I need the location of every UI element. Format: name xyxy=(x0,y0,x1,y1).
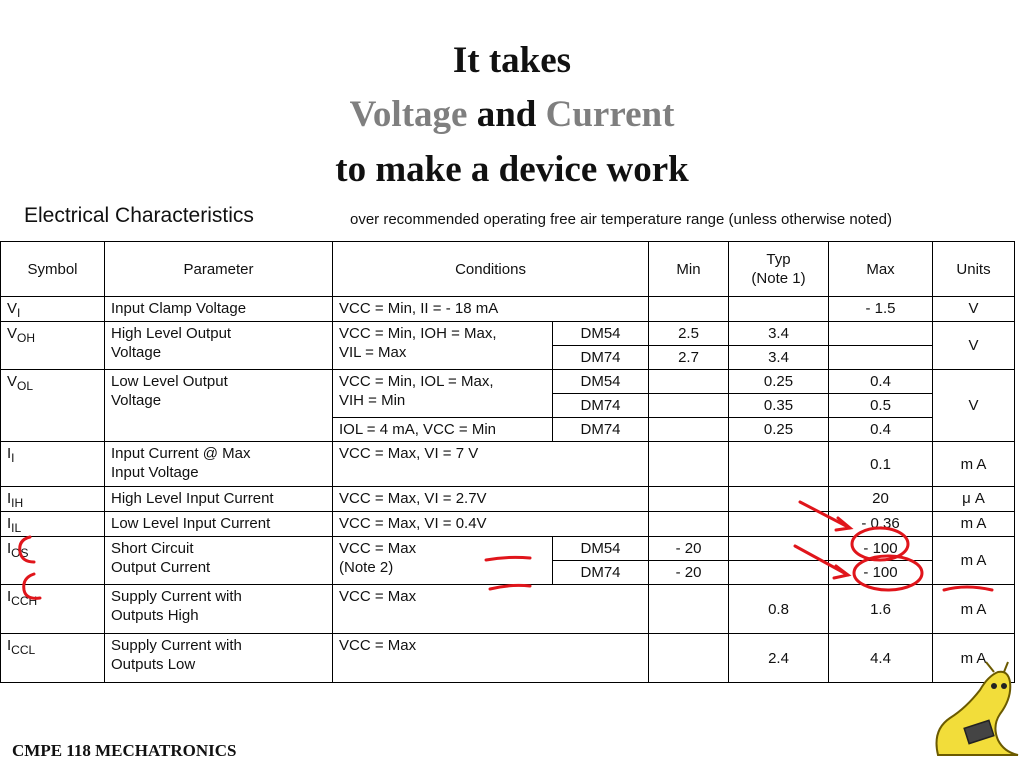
parameter-line: High Level Output xyxy=(111,325,232,342)
max-cell: - 100 xyxy=(829,537,933,561)
symbol-subscript: CCH xyxy=(11,594,38,608)
condition-line: VIH = Min xyxy=(339,392,406,409)
header-conditions: Conditions xyxy=(333,242,649,297)
parameter-line: Output Current xyxy=(111,559,211,576)
typ-cell xyxy=(729,297,829,322)
typ-cell: 3.4 xyxy=(729,322,829,346)
max-cell: 20 xyxy=(829,487,933,512)
header-typ xyxy=(729,242,829,297)
parameter-cell: High Level Input Current xyxy=(105,487,333,512)
max-cell: 0.5 xyxy=(829,394,933,418)
min-cell xyxy=(649,418,729,442)
header-typ-label: Typ xyxy=(766,251,791,268)
symbol-letter: V xyxy=(7,300,18,317)
symbol-letter: V xyxy=(7,373,18,390)
symbol-cell xyxy=(1,370,105,442)
max-cell: 0.4 xyxy=(829,418,933,442)
max-cell: 1.6 xyxy=(829,585,933,634)
title-and: and xyxy=(476,94,537,135)
table-row xyxy=(1,634,1015,683)
min-cell xyxy=(649,585,729,634)
typ-cell xyxy=(729,512,829,537)
symbol-letter: I xyxy=(7,637,12,654)
min-cell: 2.5 xyxy=(649,322,729,346)
condition-line: VCC = Min, IOL = Max, xyxy=(339,373,494,390)
parameter-cell xyxy=(105,585,333,634)
footer-course-label: CMPE 118 MECHATRONICS xyxy=(12,741,237,760)
conditions-cell: VCC = Max, VI = 7 V xyxy=(333,442,649,487)
table-row xyxy=(1,370,1015,394)
parameter-cell: Input Clamp Voltage xyxy=(105,297,333,322)
max-cell xyxy=(829,346,933,370)
typ-cell: 0.8 xyxy=(729,585,829,634)
symbol-subscript: IL xyxy=(11,521,22,535)
symbol-cell xyxy=(1,322,105,370)
typ-cell: 2.4 xyxy=(729,634,829,683)
min-cell xyxy=(649,442,729,487)
parameter-cell xyxy=(105,370,333,442)
symbol-letter: I xyxy=(7,588,12,605)
table-row xyxy=(1,537,1015,561)
symbol-subscript: I xyxy=(17,306,21,320)
min-cell: - 20 xyxy=(649,537,729,561)
table-row xyxy=(1,512,1015,537)
header-symbol: Symbol xyxy=(1,242,105,297)
parameter-line: Supply Current with xyxy=(111,637,242,654)
symbol-letter: I xyxy=(7,490,12,507)
symbol-subscript: OS xyxy=(11,546,29,560)
parameter-line: Input Voltage xyxy=(111,464,199,481)
units-cell: m A xyxy=(933,634,1015,683)
min-cell xyxy=(649,634,729,683)
conditions-cell xyxy=(333,322,553,370)
header-units: Units xyxy=(933,242,1015,297)
symbol-cell xyxy=(1,487,105,512)
units-cell: μ A xyxy=(933,487,1015,512)
conditions-cell: IOL = 4 mA, VCC = Min xyxy=(333,418,553,442)
units-cell: V xyxy=(933,297,1015,322)
symbol-subscript: CCL xyxy=(11,643,36,657)
header-max: Max xyxy=(829,242,933,297)
table-header-row xyxy=(1,242,1015,297)
parameter-cell xyxy=(105,537,333,585)
device-cell: DM54 xyxy=(553,322,649,346)
units-cell: m A xyxy=(933,442,1015,487)
parameter-line: Low Level Output xyxy=(111,373,228,390)
typ-cell xyxy=(729,537,829,561)
title-line-1: It takes xyxy=(452,40,572,81)
header-min: Min xyxy=(649,242,729,297)
conditions-cell: VCC = Max xyxy=(333,585,649,634)
symbol-letter: I xyxy=(7,515,12,532)
max-cell: 0.1 xyxy=(829,442,933,487)
max-cell: - 0.36 xyxy=(829,512,933,537)
symbol-cell xyxy=(1,442,105,487)
title-voltage: Voltage xyxy=(349,94,468,135)
max-cell xyxy=(829,322,933,346)
parameter-line: Supply Current with xyxy=(111,588,242,605)
typ-cell xyxy=(729,442,829,487)
condition-line: (Note 2) xyxy=(339,559,394,576)
section-heading: Electrical Characteristics xyxy=(24,204,254,227)
device-cell: DM74 xyxy=(553,394,649,418)
max-cell: 0.4 xyxy=(829,370,933,394)
symbol-cell xyxy=(1,585,105,634)
parameter-cell xyxy=(105,322,333,370)
device-cell: DM74 xyxy=(553,346,649,370)
table-row xyxy=(1,297,1015,322)
units-cell: m A xyxy=(933,512,1015,537)
symbol-subscript: IH xyxy=(11,496,24,510)
min-cell xyxy=(649,370,729,394)
parameter-cell: Low Level Input Current xyxy=(105,512,333,537)
title-line-2 xyxy=(0,88,1024,142)
section-subheading: over recommended operating free air temperature range (unless otherwise noted) xyxy=(350,211,892,228)
max-cell: - 1.5 xyxy=(829,297,933,322)
table-row xyxy=(1,487,1015,512)
parameter-line: Short Circuit xyxy=(111,540,194,557)
table-row xyxy=(1,442,1015,487)
table-row xyxy=(1,585,1015,634)
parameter-line: Voltage xyxy=(111,344,162,361)
symbol-cell xyxy=(1,537,105,585)
condition-line: VCC = Min, IOH = Max, xyxy=(339,325,497,342)
symbol-subscript: OL xyxy=(17,379,34,393)
conditions-cell: VCC = Max xyxy=(333,634,649,683)
conditions-cell xyxy=(333,370,553,418)
symbol-letter: I xyxy=(7,540,12,557)
max-cell: - 100 xyxy=(829,561,933,585)
conditions-cell: VCC = Max, VI = 0.4V xyxy=(333,512,649,537)
min-cell xyxy=(649,394,729,418)
symbol-cell xyxy=(1,512,105,537)
condition-line: VCC = Max xyxy=(339,540,417,557)
typ-cell: 3.4 xyxy=(729,346,829,370)
parameter-line: Input Current @ Max xyxy=(111,445,251,462)
min-cell xyxy=(649,512,729,537)
parameter-line: Outputs High xyxy=(111,607,199,624)
header-typ-note: (Note 1) xyxy=(751,270,806,287)
device-cell: DM74 xyxy=(553,418,649,442)
min-cell xyxy=(649,297,729,322)
units-cell: V xyxy=(933,370,1015,442)
typ-cell xyxy=(729,561,829,585)
title-line-3: to make a device work xyxy=(335,149,689,190)
conditions-cell: VCC = Min, II = - 18 mA xyxy=(333,297,649,322)
slug-mascot-icon xyxy=(928,660,1020,760)
device-cell: DM54 xyxy=(553,537,649,561)
min-cell: - 20 xyxy=(649,561,729,585)
symbol-cell xyxy=(1,297,105,322)
symbol-subscript: OH xyxy=(17,331,36,345)
parameter-cell xyxy=(105,442,333,487)
units-cell: V xyxy=(933,322,1015,370)
symbol-letter: I xyxy=(7,445,12,462)
header-parameter: Parameter xyxy=(105,242,333,297)
condition-line: VIL = Max xyxy=(339,344,407,361)
electrical-characteristics-table xyxy=(0,241,1015,683)
conditions-cell xyxy=(333,537,553,585)
min-cell: 2.7 xyxy=(649,346,729,370)
device-cell: DM54 xyxy=(553,370,649,394)
max-cell: 4.4 xyxy=(829,634,933,683)
typ-cell: 0.25 xyxy=(729,418,829,442)
typ-cell: 0.25 xyxy=(729,370,829,394)
device-cell: DM74 xyxy=(553,561,649,585)
parameter-line: Outputs Low xyxy=(111,656,196,673)
parameter-line: Voltage xyxy=(111,392,162,409)
symbol-letter: V xyxy=(7,325,18,342)
min-cell xyxy=(649,487,729,512)
typ-cell: 0.35 xyxy=(729,394,829,418)
conditions-cell: VCC = Max, VI = 2.7V xyxy=(333,487,649,512)
parameter-cell xyxy=(105,634,333,683)
units-cell: m A xyxy=(933,537,1015,585)
units-cell: m A xyxy=(933,585,1015,634)
title-current: Current xyxy=(545,94,675,135)
symbol-subscript: I xyxy=(11,451,15,465)
symbol-cell xyxy=(1,634,105,683)
typ-cell xyxy=(729,487,829,512)
table-row xyxy=(1,322,1015,346)
